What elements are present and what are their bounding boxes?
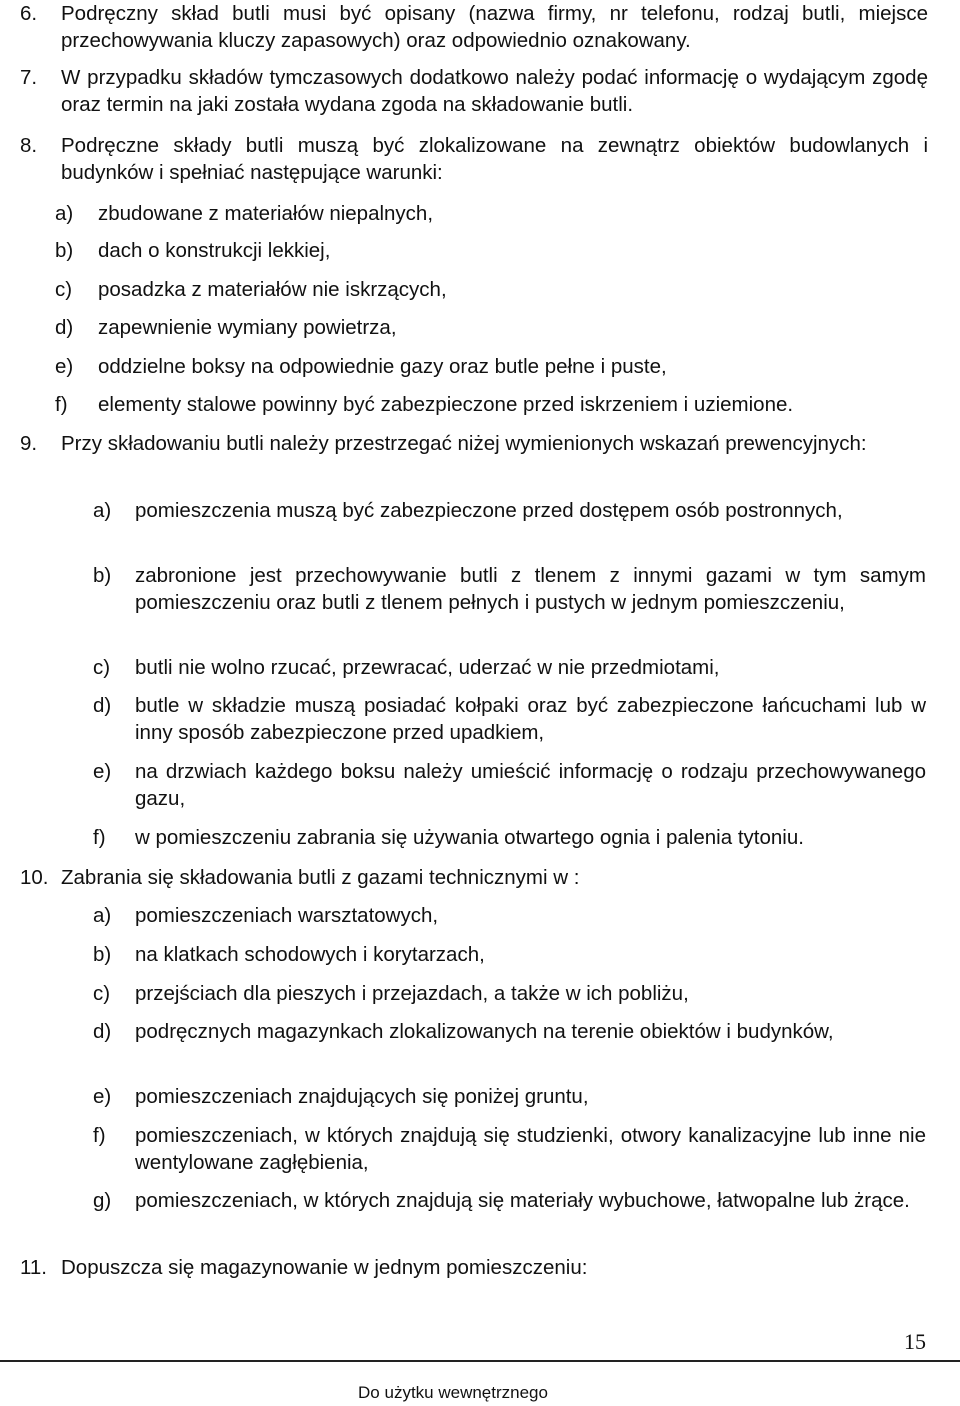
sub-label: g) (93, 1189, 112, 1212)
sub-item (93, 902, 926, 929)
sub-label: a) (93, 499, 112, 522)
item-number: 9. (20, 432, 38, 455)
sub-text: pomieszczeniach, w których znajdują się materiały wybuchowe, łatwopalne lub żrące. (135, 1189, 910, 1212)
list-item-9 (20, 430, 928, 457)
sub-text: w pomieszczeniu zabrania się używania otwartego ognia i palenia tytoniu. (135, 826, 804, 849)
list-item-11 (20, 1254, 928, 1281)
sub-text: podręcznych magazynkach zlokalizowanych na terenie obiektów i budynków, (135, 1020, 834, 1043)
sub-text: pomieszczeniach, w których znajdują się studzienki, otwory kanalizacyjne lub inne nie wentylowane zagłębienia, (135, 1124, 926, 1174)
list-item-7 (20, 64, 928, 118)
sub-label: a) (55, 202, 74, 225)
item-text: Zabrania się składowania butli z gazami technicznymi w : (61, 866, 580, 889)
sub-item (93, 654, 926, 681)
sub-text: posadzka z materiałów nie iskrzących, (98, 278, 447, 301)
item-text: W przypadku składów tymczasowych dodatkowo należy podać informację o wydającym zgodę oraz termin na jaki została wydana zgoda na składowanie butli. (61, 66, 928, 116)
sub-item (55, 353, 667, 380)
sub-label: d) (93, 1020, 112, 1043)
item-number: 11. (20, 1256, 47, 1279)
sub-label: b) (93, 943, 112, 966)
item-text: Podręczny skład butli musi być opisany (nazwa firmy, nr telefonu, rodzaj butli, miejsce przechowywania kluczy zapasowych) oraz odpowiednio oznakowany. (61, 2, 928, 52)
list-item-8 (20, 132, 928, 186)
list-item-6 (20, 0, 928, 54)
item-number: 7. (20, 66, 38, 89)
sub-label: b) (93, 564, 112, 587)
sub-item (93, 692, 926, 746)
sub-text: zapewnienie wymiany powietrza, (98, 316, 397, 339)
sub-item (93, 1122, 926, 1176)
sub-label: b) (55, 239, 74, 262)
sub-item (55, 391, 793, 418)
sub-item (55, 314, 397, 341)
sub-label: d) (55, 316, 74, 339)
sub-item (93, 980, 926, 1007)
item-text: Przy składowaniu butli należy przestrzegać niżej wymienionych wskazań prewencyjnych: (61, 432, 867, 455)
sub-item (93, 1083, 926, 1110)
sub-text: na klatkach schodowych i korytarzach, (135, 943, 485, 966)
sub-text: zbudowane z materiałów niepalnych, (98, 202, 434, 225)
sub-label: c) (55, 278, 73, 301)
sub-text: pomieszczenia muszą być zabezpieczone przed dostępem osób postronnych, (135, 499, 843, 522)
item-number: 8. (20, 134, 38, 157)
sub-text: elementy stalowe powinny być zabezpieczone przed iskrzeniem i uziemione. (98, 393, 794, 416)
sub-label: f) (55, 393, 68, 416)
sub-item (93, 1187, 926, 1214)
list-item-10 (20, 864, 928, 891)
sub-label: c) (93, 656, 111, 679)
item-number: 6. (20, 2, 38, 25)
footer-text: Do użytku wewnętrznego (358, 1383, 548, 1402)
sub-item (55, 200, 433, 227)
sub-label: d) (93, 694, 112, 717)
sub-item (93, 562, 926, 616)
sub-text: pomieszczeniach znajdujących się poniżej gruntu, (135, 1085, 589, 1108)
sub-text: dach o konstrukcji lekkiej, (98, 239, 331, 262)
sub-item (93, 941, 926, 968)
sub-label: e) (55, 355, 74, 378)
sub-item (55, 276, 447, 303)
sub-item (93, 758, 926, 812)
sub-text: przejściach dla pieszych i przejazdach, a także w ich pobliżu, (135, 982, 689, 1005)
sub-label: f) (93, 826, 106, 849)
sub-label: e) (93, 760, 112, 783)
footer-divider (0, 1360, 960, 1362)
item-number: 10. (20, 866, 49, 889)
sub-item (55, 237, 330, 264)
sub-text: butli nie wolno rzucać, przewracać, uderzać w nie przedmiotami, (135, 656, 720, 679)
sub-text: zabronione jest przechowywanie butli z tlenem z innymi gazami w tym samym pomieszczeniu oraz butli z tlenem pełnych i pustych w jednym pomieszczeniu, (135, 564, 926, 614)
sub-label: a) (93, 904, 112, 927)
item-text: Dopuszcza się magazynowanie w jednym pomieszczeniu: (61, 1256, 588, 1279)
sub-text: oddzielne boksy na odpowiednie gazy oraz butle pełne i puste, (98, 355, 667, 378)
sub-text: pomieszczeniach warsztatowych, (135, 904, 439, 927)
sub-text: na drzwiach każdego boksu należy umieścić informację o rodzaju przechowywanego gazu, (135, 760, 926, 810)
sub-item (93, 1018, 926, 1045)
item-text: Podręczne składy butli muszą być zlokalizowane na zewnątrz obiektów budowlanych i budynków i spełniać następujące warunki: (61, 134, 928, 184)
sub-label: c) (93, 982, 111, 1005)
sub-text: butle w składzie muszą posiadać kołpaki oraz być zabezpieczone łańcuchami lub w inny sposób zabezpieczone przed upadkiem, (135, 694, 926, 744)
sub-label: e) (93, 1085, 112, 1108)
page-number: 15 (904, 1329, 926, 1354)
sub-item (93, 824, 926, 851)
sub-label: f) (93, 1124, 106, 1147)
sub-item (93, 497, 926, 524)
